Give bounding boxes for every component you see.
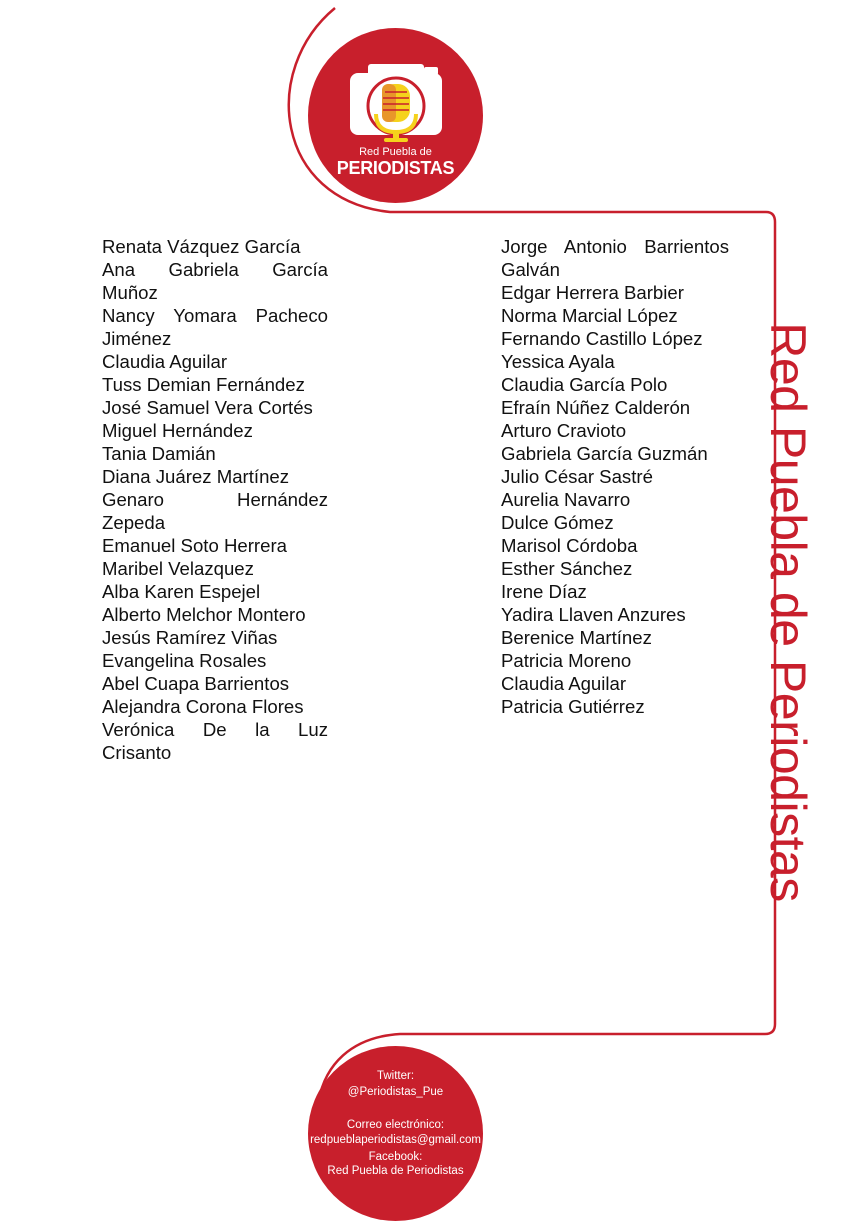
- list-item: Efraín Núñez Calderón: [501, 397, 691, 418]
- email-address: redpueblaperiodistas@gmail.com: [310, 1134, 481, 1146]
- list-item: Evangelina Rosales: [102, 650, 267, 671]
- list-item: Berenice Martínez: [501, 627, 652, 648]
- list-item: Patricia Moreno: [501, 650, 632, 671]
- logo-title: PERIODISTAS: [336, 158, 455, 178]
- list-item: Norma Marcial López: [501, 305, 678, 326]
- list-item: Yessica Ayala: [501, 351, 615, 372]
- list-item: Renata Vázquez García: [102, 236, 301, 257]
- list-item: Alberto Melchor Montero: [102, 604, 306, 625]
- list-item: Abel Cuapa Barrientos: [102, 673, 290, 694]
- list-item: Claudia Aguilar: [501, 673, 627, 694]
- list-item: Aurelia Navarro: [501, 489, 631, 510]
- list-item: Fernando Castillo López: [501, 328, 703, 349]
- contact-info: [308, 1046, 483, 1221]
- list-item: José Samuel Vera Cortés: [102, 397, 313, 418]
- list-item: Gabriela García Guzmán: [501, 443, 708, 464]
- list-item: Esther Sánchez: [501, 558, 633, 579]
- email-label: Correo electrónico:: [346, 1119, 445, 1131]
- list-item: Yadira Llaven Anzures: [501, 604, 686, 625]
- list-item: Alejandra Corona Flores: [102, 696, 304, 717]
- list-item: Diana Juárez Martínez: [102, 466, 290, 487]
- list-item: Marisol Córdoba: [501, 535, 638, 556]
- list-item: Jesús Ramírez Viñas: [102, 627, 278, 648]
- list-item: Genaro Hernández Zepeda: [102, 489, 328, 533]
- list-item: Julio César Sastré: [501, 466, 653, 487]
- list-item: Miguel Hernández: [102, 420, 253, 441]
- list-item: Claudia García Polo: [501, 374, 668, 395]
- list-item: Verónica De la Luz Crisanto: [102, 719, 328, 763]
- twitter-label: Twitter:: [376, 1070, 415, 1082]
- list-item: Ana Gabriela García Muñoz: [102, 259, 328, 303]
- facebook-label: Facebook:: [368, 1151, 423, 1163]
- list-item: Irene Díaz: [501, 581, 587, 602]
- list-item: Alba Karen Espejel: [102, 581, 261, 602]
- list-item: Edgar Herrera Barbier: [501, 282, 684, 303]
- list-item: Arturo Cravioto: [501, 420, 627, 441]
- names-column-right: [501, 235, 729, 718]
- list-item: Maribel Velazquez: [102, 558, 254, 579]
- vertical-title: Red Puebla de Periodistas: [760, 322, 816, 902]
- list-item: Tuss Demian Fernández: [102, 374, 305, 395]
- logo: [308, 28, 483, 203]
- facebook-page: Red Puebla de Periodistas: [327, 1165, 464, 1177]
- list-item: Emanuel Soto Herrera: [102, 535, 287, 556]
- list-item: Claudia Aguilar: [102, 351, 228, 372]
- list-item: Dulce Gómez: [501, 512, 614, 533]
- list-item: Patricia Gutiérrez: [501, 696, 645, 717]
- logo-subtitle: Red Puebla de: [359, 146, 432, 158]
- list-item: Nancy Yomara Pacheco Jiménez: [102, 305, 328, 349]
- twitter-handle: @Periodistas_Pue: [347, 1086, 444, 1098]
- names-column-left: [102, 235, 328, 764]
- list-item: Jorge Antonio Barrientos Galván: [501, 236, 729, 280]
- list-item: Tania Damián: [102, 443, 216, 464]
